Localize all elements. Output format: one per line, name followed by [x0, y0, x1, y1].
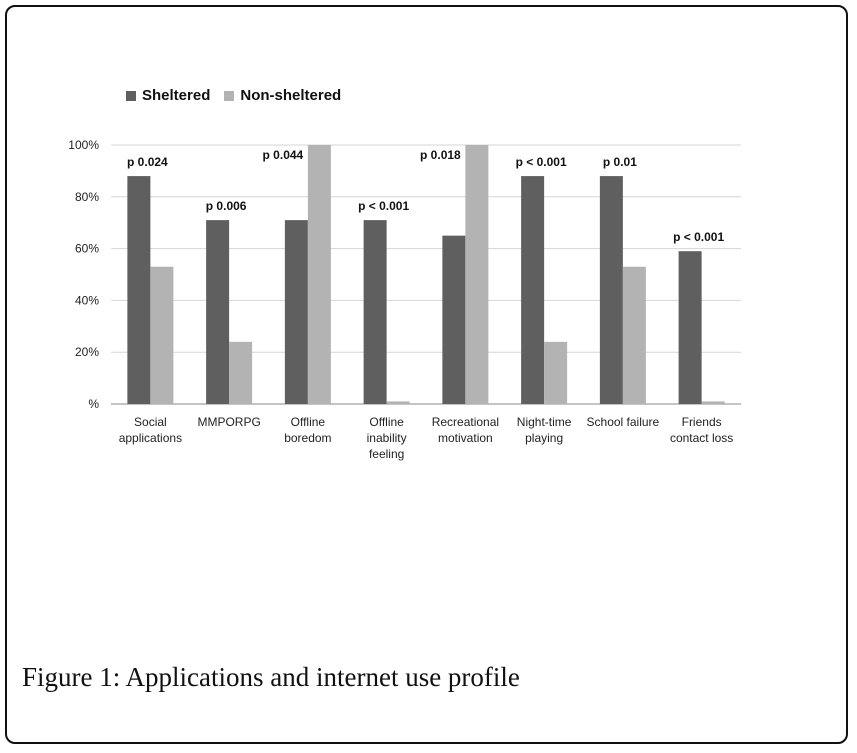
p-value-annotation: p < 0.001	[515, 155, 567, 170]
bar-non-sheltered	[308, 145, 331, 404]
bar-sheltered	[600, 176, 623, 404]
bar-non-sheltered	[702, 401, 725, 404]
category-label: contact loss	[669, 431, 734, 445]
bar-non-sheltered	[465, 145, 488, 404]
bar-non-sheltered	[544, 342, 567, 404]
p-value-annotation: p 0.044	[262, 148, 304, 162]
category-label: Friends	[681, 415, 722, 429]
bar-sheltered	[285, 220, 308, 404]
category-label: Night-time	[516, 415, 572, 429]
figure-caption	[22, 662, 520, 693]
category-label: Offline	[369, 415, 404, 429]
y-tick-label: 80%	[74, 189, 99, 204]
y-tick-label: 60%	[74, 241, 99, 256]
bar-non-sheltered	[387, 401, 410, 404]
category-label: motivation	[438, 431, 493, 445]
category-label: School failure	[586, 415, 660, 429]
category-label: applications	[118, 431, 183, 445]
bar-sheltered	[679, 251, 702, 404]
category-label: Social	[134, 415, 167, 429]
category-label: playing	[525, 431, 564, 445]
caption-text: Applications and internet use profile	[125, 662, 520, 692]
category-label: boredom	[284, 431, 332, 445]
caption-label: Figure 1:	[22, 662, 121, 692]
y-tick-label: %	[88, 397, 99, 411]
bar-sheltered	[521, 176, 544, 404]
category-label: feeling	[368, 447, 405, 461]
legend-label-sheltered: Sheltered	[142, 87, 211, 104]
p-value-annotation: p 0.024	[127, 155, 168, 170]
legend-label-non-sheltered: Non-sheltered	[240, 87, 342, 104]
y-tick-label: 40%	[74, 293, 99, 308]
bar-non-sheltered	[150, 267, 173, 404]
category-label: Offline	[290, 415, 326, 429]
p-value-annotation: p 0.006	[205, 199, 247, 214]
category-label: MMPORPG	[197, 415, 261, 429]
y-tick-label: 100%	[68, 138, 99, 152]
y-tick-label: 20%	[74, 345, 99, 360]
bar-non-sheltered	[229, 342, 252, 404]
bar-sheltered	[364, 220, 387, 404]
p-value-annotation: p < 0.001	[358, 199, 410, 214]
category-label: Recreational	[431, 415, 500, 429]
bar-sheltered	[442, 236, 465, 404]
bar-sheltered	[127, 176, 150, 404]
p-value-annotation: p 0.018	[420, 148, 461, 162]
p-value-annotation: p 0.01	[602, 155, 637, 170]
bar-non-sheltered	[623, 267, 646, 404]
p-value-annotation: p < 0.001	[673, 230, 725, 245]
bar-sheltered	[206, 220, 229, 404]
category-label: inability	[366, 431, 407, 445]
